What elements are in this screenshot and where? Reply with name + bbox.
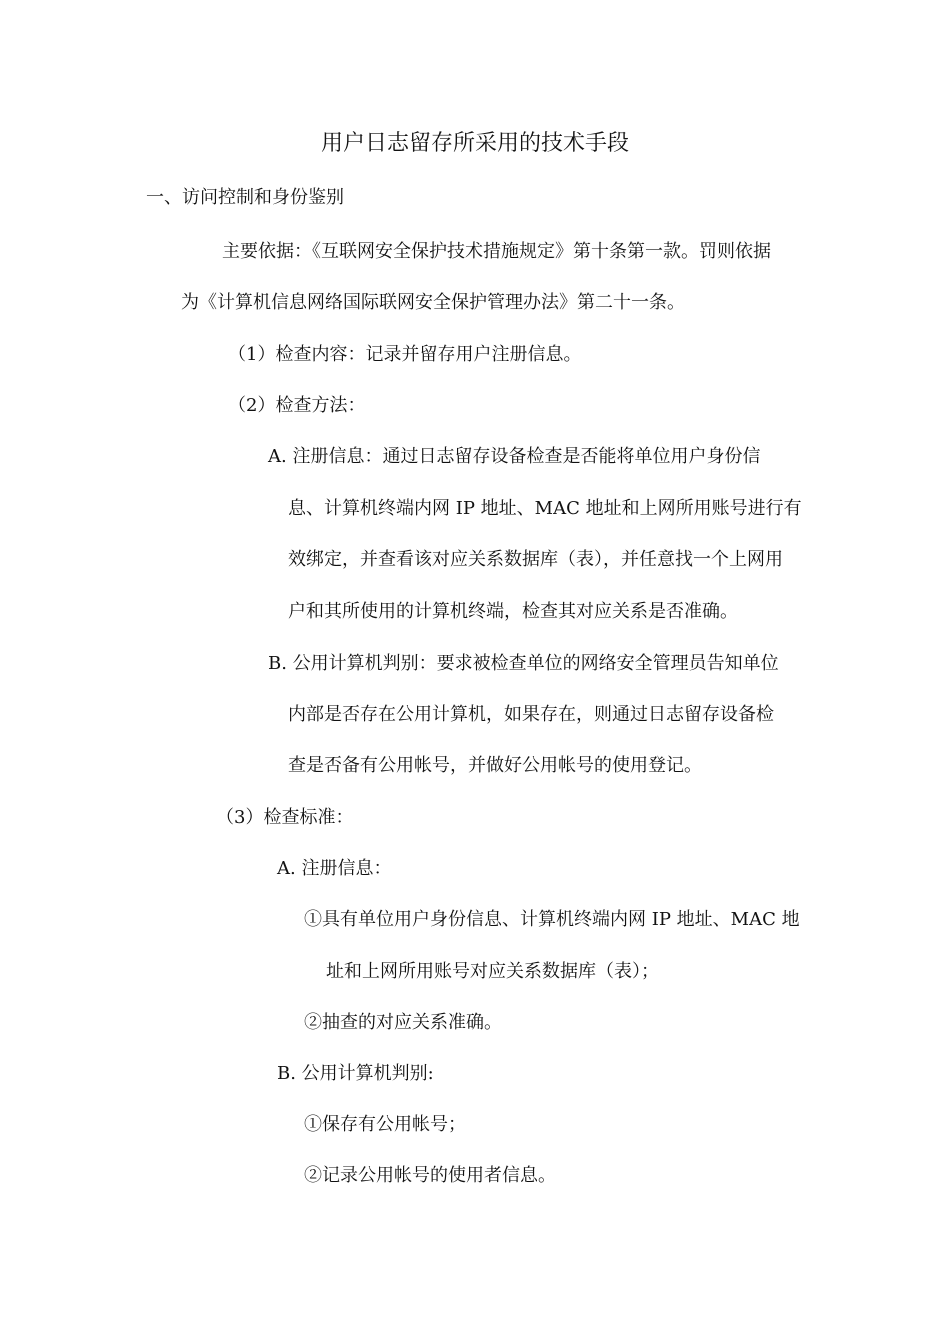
- method-b-line-3: 查是否备有公用帐号，并做好公用帐号的使用登记。: [288, 755, 702, 776]
- standard-a-point-2: ②抽查的对应关系准确。: [304, 1012, 502, 1033]
- method-a-line-4: 户和其所使用的计算机终端，检查其对应关系是否准确。: [288, 601, 738, 622]
- standard-b-point-1: ①保存有公用帐号；: [304, 1114, 466, 1135]
- method-a-line-1: A. 注册信息：通过日志留存设备检查是否能将单位用户身份信: [268, 446, 761, 467]
- standard-a-point-1: ①具有单位用户身份信息、计算机终端内网 IP 地址、MAC 地: [304, 909, 800, 930]
- method-a-line-2: 息、计算机终端内网 IP 地址、MAC 地址和上网所用账号进行有: [288, 498, 802, 519]
- check-content: （1）检查内容：记录并留存用户注册信息。: [228, 344, 582, 365]
- basis-line-1: 主要依据：《互联网安全保护技术措施规定》第十条第一款。罚则依据: [222, 241, 771, 262]
- standard-a-label: A. 注册信息：: [277, 858, 392, 879]
- basis-line-2: 为《计算机信息网络国际联网安全保护管理办法》第二十一条。: [181, 292, 685, 313]
- method-b-line-1: B. 公用计算机判别：要求被检查单位的网络安全管理员告知单位: [268, 653, 779, 674]
- standard-b-point-2: ②记录公用帐号的使用者信息。: [304, 1165, 556, 1186]
- page-title: 用户日志留存所采用的技术手段: [320, 131, 629, 156]
- standard-b-label: B. 公用计算机判别:: [277, 1063, 434, 1084]
- method-a-line-3: 效绑定，并查看该对应关系数据库（表），并任意找一个上网用: [288, 549, 783, 570]
- method-b-line-2: 内部是否存在公用计算机，如果存在，则通过日志留存设备检: [288, 704, 774, 725]
- section-heading: 一、访问控制和身份鉴别: [146, 187, 344, 208]
- check-standard: （3）检查标准：: [216, 807, 354, 828]
- standard-a-point-1-cont: 址和上网所用账号对应关系数据库（表）；: [326, 961, 659, 982]
- check-method: （2）检查方法：: [228, 395, 366, 416]
